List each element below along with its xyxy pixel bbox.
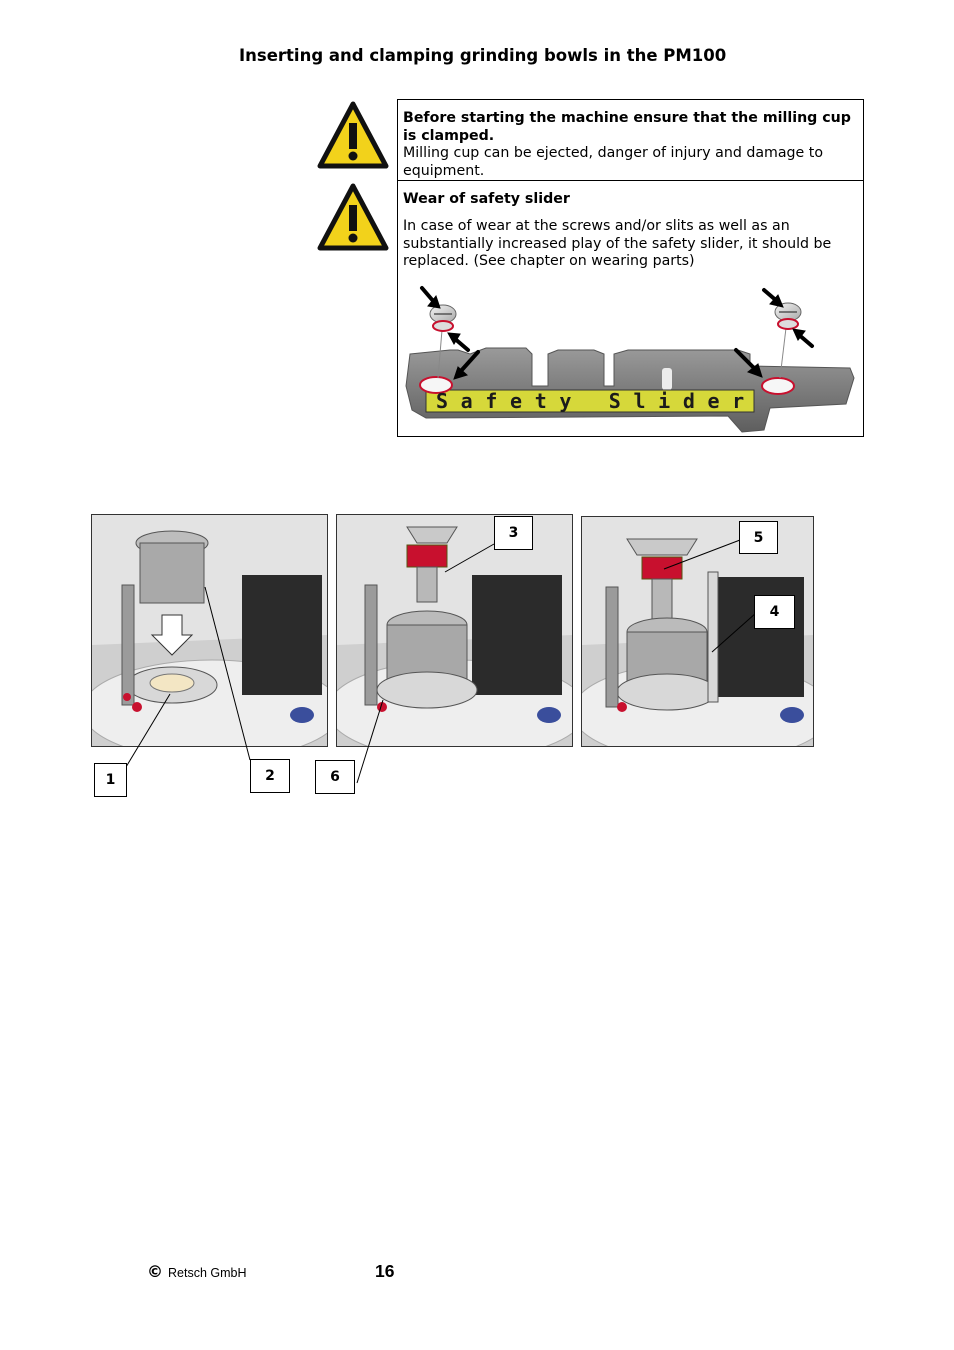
callout-5: 5 <box>739 521 778 554</box>
warning-2-heading: Wear of safety slider <box>403 191 570 207</box>
warning-1-heading: Before starting the machine ensure that the milling cup is clamped. <box>403 110 851 144</box>
warning-2-body: In case of wear at the screws and/or slits as well as an substantially increased play of the safety slider, it should be replaced. (See chapter on wearing parts) <box>403 218 832 270</box>
photo-step-1 <box>91 514 328 747</box>
callout-3: 3 <box>494 516 533 550</box>
page-number: 16 <box>375 1261 395 1281</box>
photo-step-2 <box>336 514 573 747</box>
footer-company: Retsch GmbH <box>168 1266 247 1280</box>
callout-6: 6 <box>315 760 355 794</box>
warning-1-body: Milling cup can be ejected, danger of injury and damage to equipment. <box>403 145 824 179</box>
callout-1: 1 <box>94 763 127 797</box>
warning-triangle-icon <box>317 101 389 169</box>
page-title: Inserting and clamping grinding bowls in the PM100 <box>239 46 727 65</box>
callout-2: 2 <box>250 759 290 793</box>
photo-step-3 <box>581 516 814 747</box>
copyright-symbol: © <box>147 1262 163 1281</box>
safety-slider-label: S a f e t y S l i d e r <box>436 389 745 413</box>
warning-triangle-icon <box>317 183 389 251</box>
callout-4: 4 <box>754 595 795 629</box>
warning-1 <box>403 110 858 180</box>
